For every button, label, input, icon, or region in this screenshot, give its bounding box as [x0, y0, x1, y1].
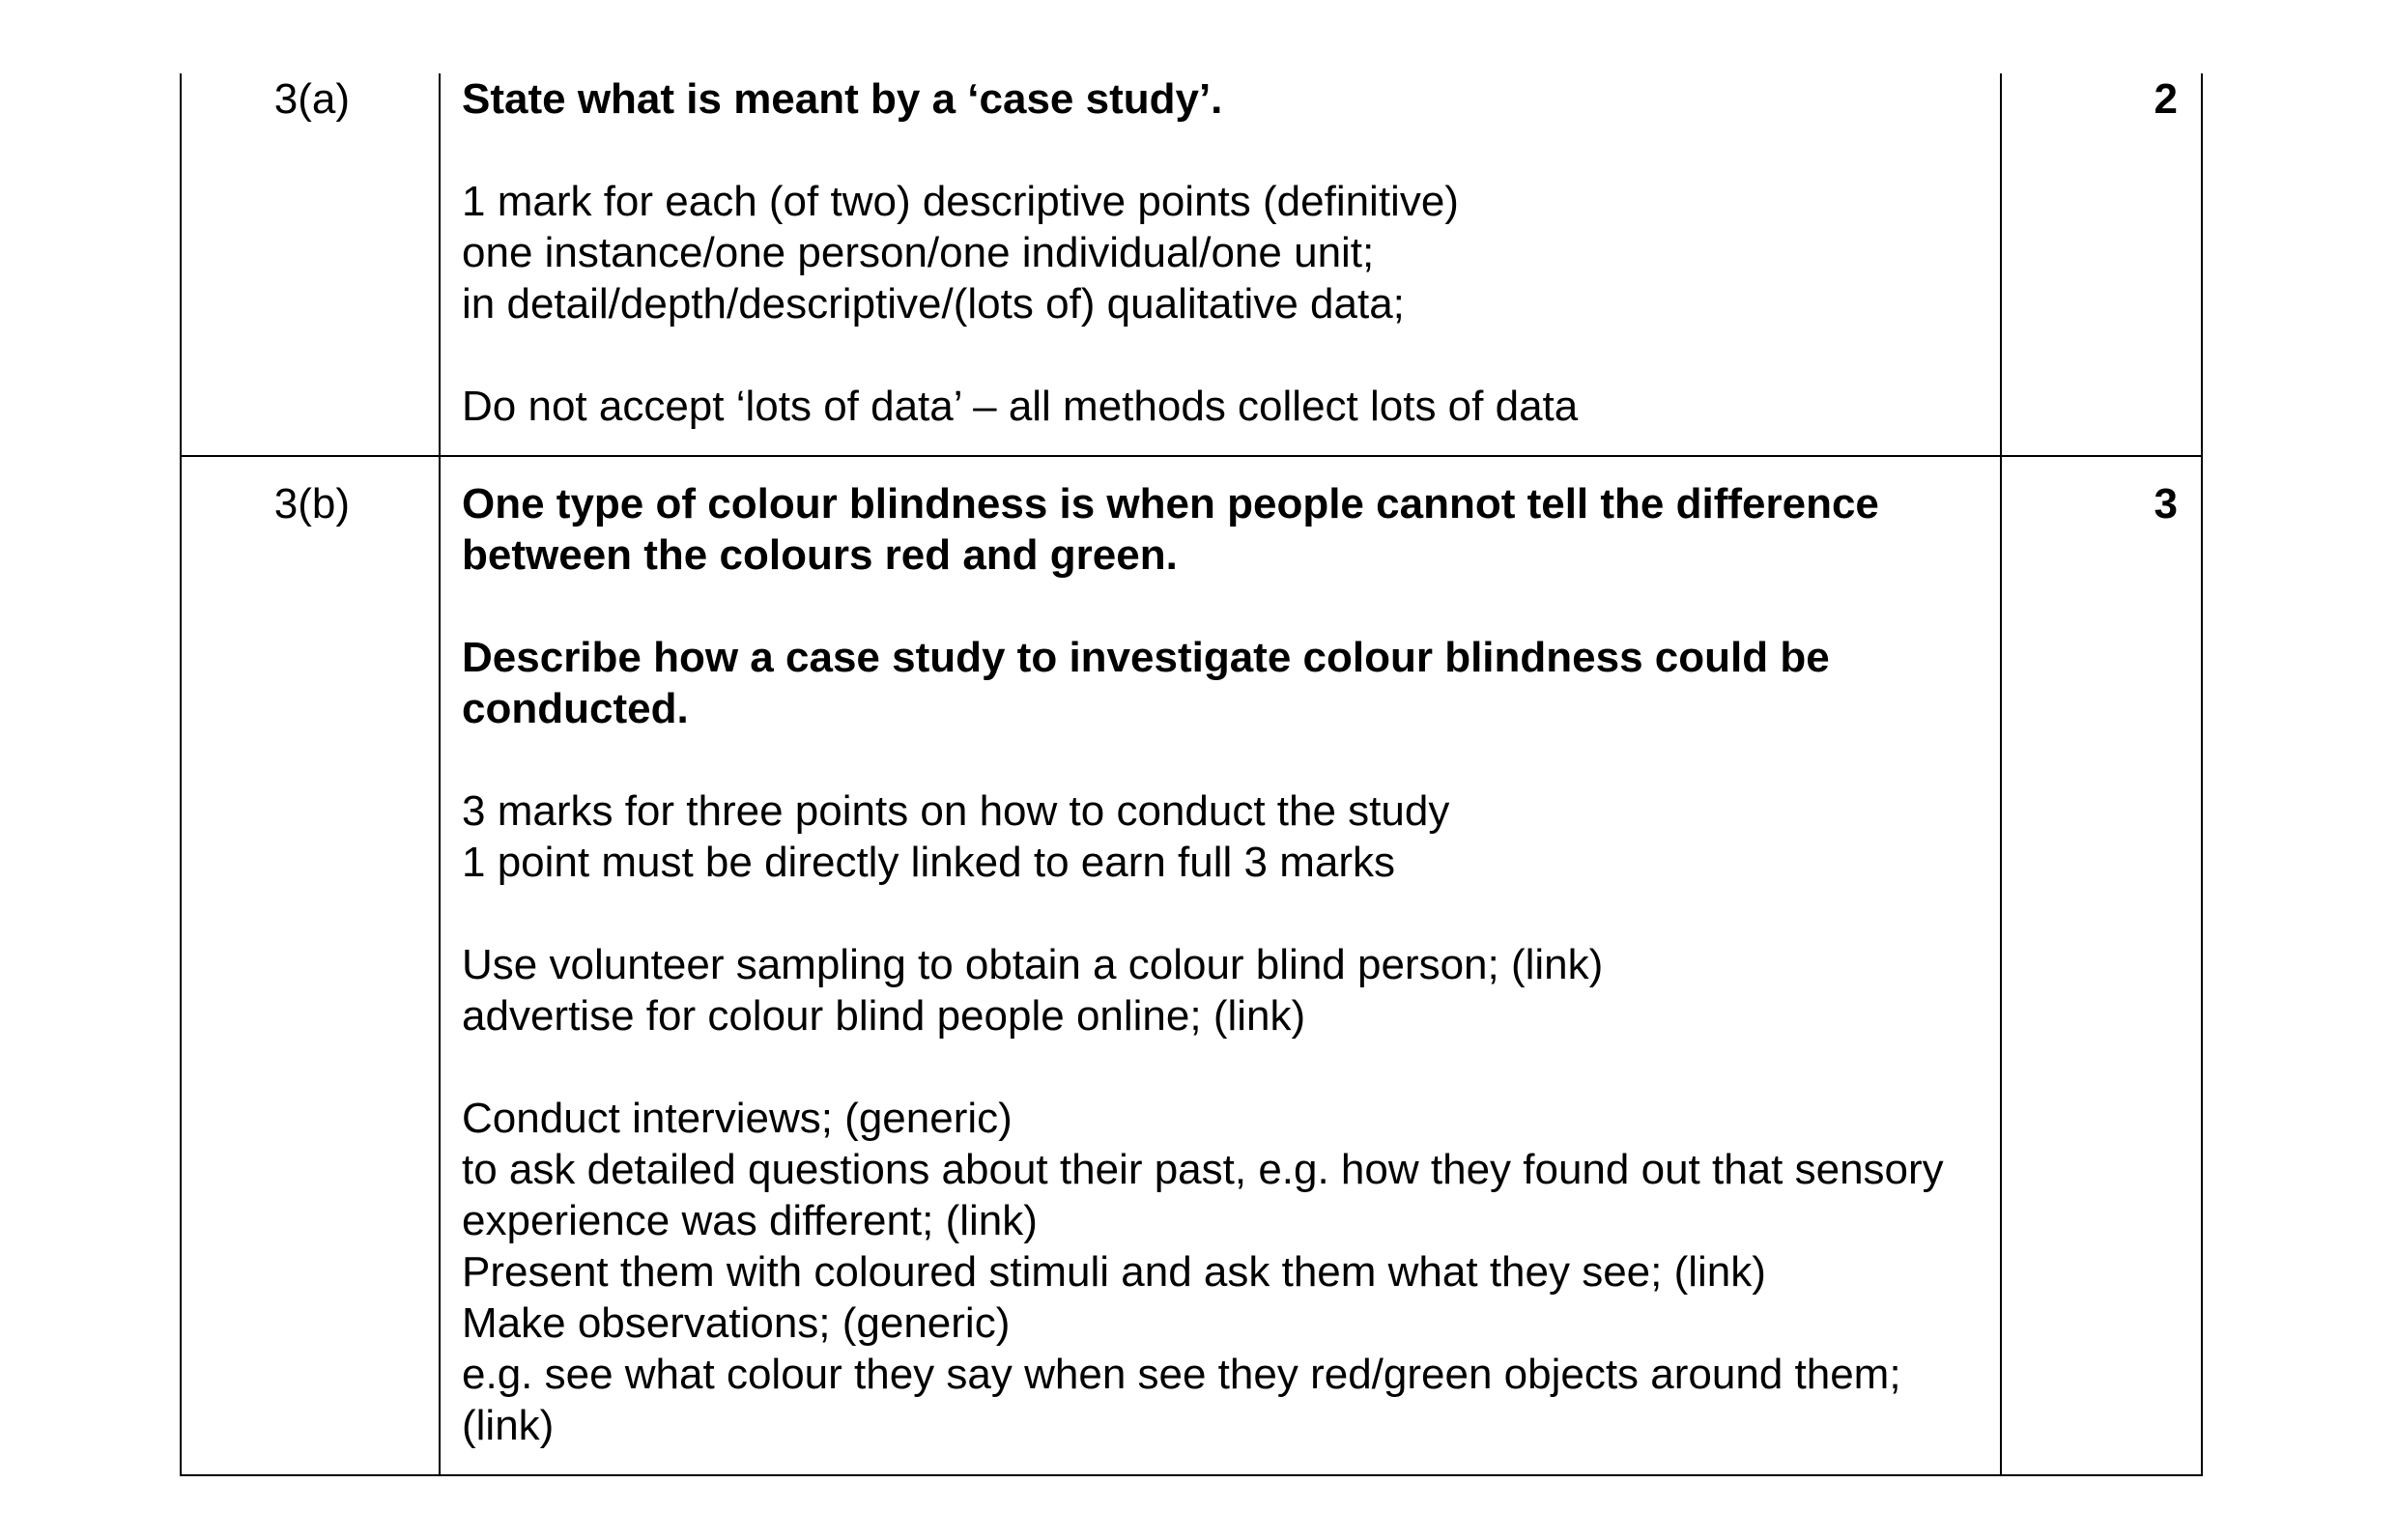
- guidance-line: Conduct interviews; (generic): [462, 1095, 1013, 1142]
- table-row: [181, 456, 2202, 1475]
- guidance-line: e.g. see what colour they say when see they red/green objects around them; (link): [462, 1351, 1901, 1449]
- mark-scheme-table: [180, 73, 2203, 1476]
- question-text: State what is meant by a ‘case study’.: [462, 75, 1223, 123]
- question-number: 3(b): [181, 456, 440, 1475]
- guidance-line: Do not accept ‘lots of data’ – all methods collect lots of data: [462, 383, 1579, 430]
- guidance-line: Make observations; (generic): [462, 1299, 1011, 1347]
- guidance-block: [462, 785, 1981, 888]
- guidance-line: advertise for colour blind people online; (link): [462, 992, 1306, 1040]
- guidance-line: 3 marks for three points on how to conduct the study: [462, 787, 1450, 835]
- guidance-block: [462, 176, 1981, 329]
- question-number: 3(a): [181, 73, 440, 456]
- guidance-block: [462, 381, 1981, 432]
- guidance-line: Present them with coloured stimuli and ask them what they see; (link): [462, 1248, 1766, 1296]
- answer-cell: [440, 456, 2001, 1475]
- guidance-line: 1 point must be directly linked to earn full 3 marks: [462, 839, 1396, 886]
- guidance-line: to ask detailed questions about their past, e.g. how they found out that sensory experience was different; (link): [462, 1146, 1944, 1244]
- marks-value: 3: [2001, 456, 2202, 1475]
- table-row: [181, 73, 2202, 456]
- guidance-line: one instance/one person/one individual/one unit;: [462, 229, 1375, 276]
- guidance-block: [462, 939, 1981, 1041]
- guidance-block: [462, 1093, 1981, 1451]
- marks-value: 2: [2001, 73, 2202, 456]
- guidance-line: 1 mark for each (of two) descriptive points (definitive): [462, 178, 1459, 225]
- guidance-line: in detail/depth/descriptive/(lots of) qualitative data;: [462, 280, 1405, 328]
- question-text: Describe how a case study to investigate colour blindness could be conducted.: [462, 634, 1830, 732]
- answer-cell: [440, 73, 2001, 456]
- question-text: One type of colour blindness is when people cannot tell the difference between the colours red and green.: [462, 480, 1879, 579]
- guidance-line: Use volunteer sampling to obtain a colour blind person; (link): [462, 941, 1604, 988]
